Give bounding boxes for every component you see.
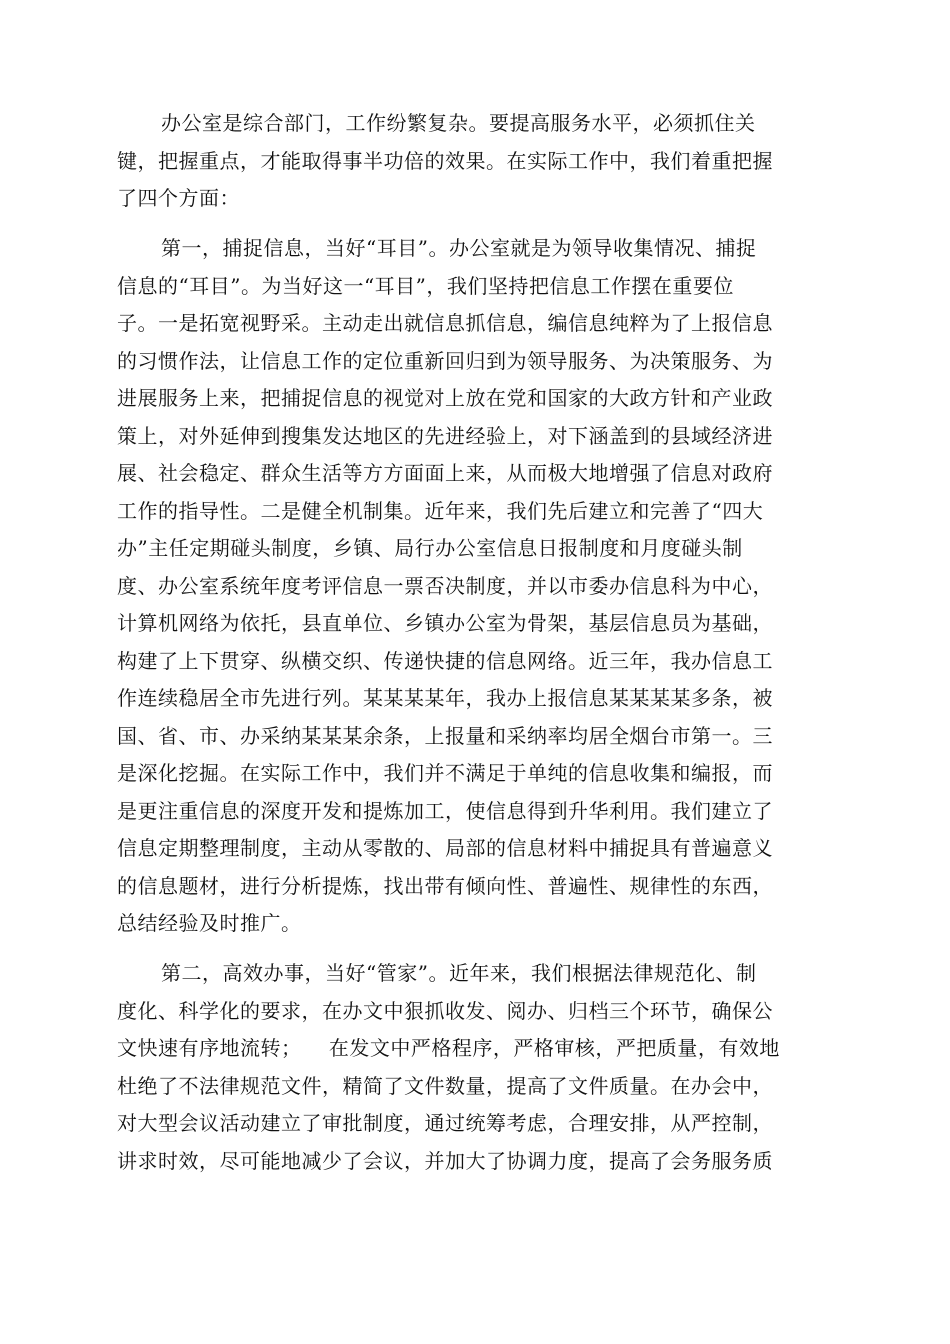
text-line: 是更注重信息的深度开发和提炼加工，使信息得到升华利用。我们建立了 [117,798,773,823]
text-line: 工作的指导性。二是健全机制集。近年来，我们先后建立和完善了“四大 [117,498,764,523]
text-line: 第二，高效办事，当好“管家”。近年来，我们根据法律规范化、制 [161,961,757,985]
text-line: 度化、科学化的要求，在办文中狠抓收发、阅办、归档三个环节，确保公 [117,998,773,1023]
text-line: 办公室是综合部门，工作纷繁复杂。要提高服务水平，必须抓住关 [161,111,756,135]
paragraph-intro [117,105,834,218]
text-line: 文快速有序地流转； 在发文中严格程序，严格审核，严把质量，有效地 [117,1036,780,1060]
text-line: 信息的“耳目”。为当好这一“耳目”，我们坚持把信息工作摆在重要位 [117,273,734,298]
document-page [117,105,834,1180]
text-line: 构建了上下贯穿、纵横交织、传递快捷的信息网络。近三年，我办信息工 [117,648,773,673]
text-line: 子。一是拓宽视野采。主动走出就信息抓信息，编信息纯粹为了上报信息 [117,311,773,335]
text-line: 的习惯作法，让信息工作的定位重新回归到为领导服务、为决策服务、为 [117,348,773,373]
text-line: 总结经验及时推广。 [117,911,302,935]
text-line: 国、省、市、办采纳某某某余条，上报量和采纳率均居全烟台市第一。三 [117,723,773,748]
text-line: 键，把握重点，才能取得事半功倍的效果。在实际工作中，我们着重把握 [117,148,773,173]
text-line: 的信息题材，进行分析提炼，找出带有倾向性、普遍性、规律性的东西， [117,873,773,898]
text-line: 策上，对外延伸到搜集发达地区的先进经验上，对下涵盖到的县域经济进 [117,423,773,448]
text-line: 办”主任定期碰头制度，乡镇、局行办公室信息日报制度和月度碰头制 [117,536,743,560]
paragraph-efficiency [117,955,834,1180]
text-line: 第一，捕捉信息，当好“耳目”。办公室就是为领导收集情况、捕捉 [161,236,757,260]
text-line: 讲求时效，尽可能地减少了会议，并加大了协调力度，提高了会务服务质 [117,1148,773,1173]
text-line: 杜绝了不法律规范文件，精简了文件数量，提高了文件质量。在办会中， [117,1073,773,1098]
text-line: 计算机网络为依托，县直单位、乡镇办公室为骨架，基层信息员为基础， [117,611,773,635]
text-line: 对大型会议活动建立了审批制度，通过统筹考虑，合理安排，从严控制， [117,1111,773,1135]
text-line: 作连续稳居全市先进行列。某某某某年，我办上报信息某某某某多条，被 [117,686,773,710]
paragraph-information [117,230,834,943]
text-line: 展、社会稳定、群众生活等方方面面上来，从而极大地增强了信息对政府 [117,461,773,485]
text-line: 了四个方面： [117,186,240,210]
text-line: 是深化挖掘。在实际工作中，我们并不满足于单纯的信息收集和编报，而 [117,761,773,785]
text-line: 进展服务上来，把捕捉信息的视觉对上放在党和国家的大政方针和产业政 [117,386,773,410]
text-line: 信息定期整理制度，主动从零散的、局部的信息材料中捕捉具有普遍意义 [117,836,773,860]
text-line: 度、办公室系统年度考评信息一票否决制度，并以市委办信息科为中心， [117,573,773,598]
